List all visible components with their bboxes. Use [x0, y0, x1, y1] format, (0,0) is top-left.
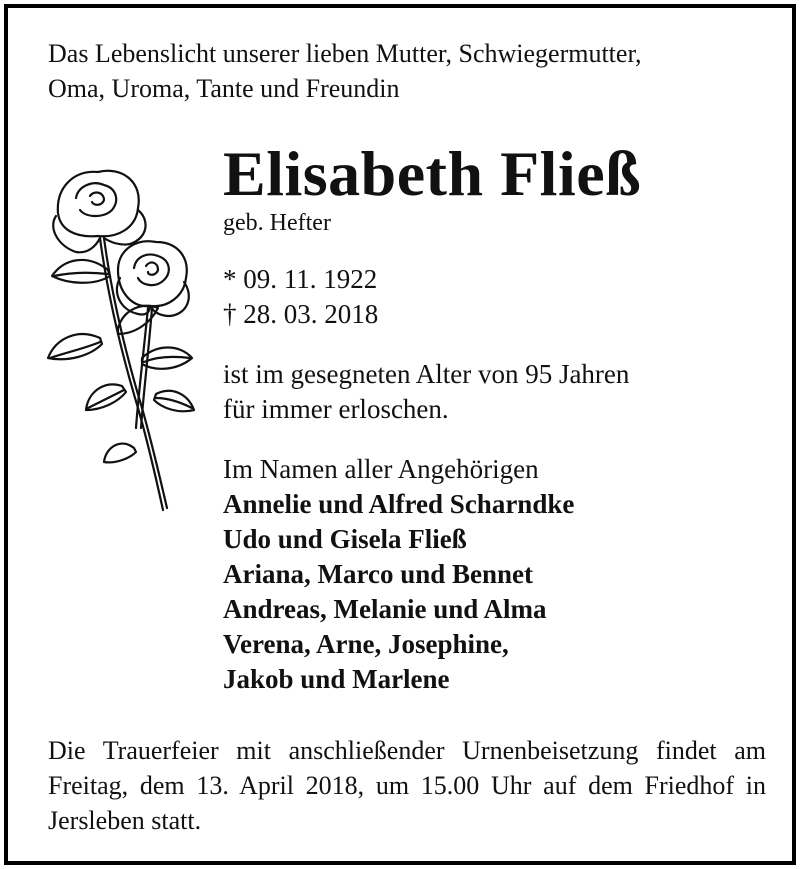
- family-member: Udo und Gisela Fließ: [223, 524, 467, 554]
- service-line: dem Friedhof in Jersleben statt.: [48, 771, 767, 835]
- rose-icon: [38, 158, 208, 518]
- family-member: Verena, Arne, Josephine,: [223, 629, 509, 659]
- family-member: Ariana, Marco und Bennet: [223, 559, 534, 589]
- life-dates: [223, 262, 768, 332]
- family-member: Jakob und Marlene: [223, 664, 450, 694]
- deceased-name: Elisabeth Fließ: [223, 138, 642, 209]
- intro-line: Das Lebenslicht unserer lieben Mutter, Schwiegermutter,: [48, 39, 642, 68]
- intro-line: Oma, Uroma, Tante und Freundin: [48, 74, 400, 103]
- age-line: für immer erloschen.: [223, 394, 449, 424]
- obituary-notice: [4, 4, 796, 865]
- service-info: [48, 733, 766, 838]
- age-statement: [223, 357, 768, 427]
- service-line: findet am Freitag, dem 13. April 2018, um 15.00 Uhr auf: [48, 736, 767, 800]
- family-intro: Im Namen aller Angehörigen: [223, 454, 539, 484]
- age-line: ist im gesegneten Alter von 95 Jahren: [223, 359, 630, 389]
- maiden-name: geb. Hefter: [223, 210, 331, 236]
- family-member: Andreas, Melanie und Alma: [223, 594, 547, 624]
- death-date: † 28. 03. 2018: [223, 299, 379, 329]
- family-list: [223, 452, 768, 697]
- birth-date: * 09. 11. 1922: [223, 264, 378, 294]
- family-member: Annelie und Alfred Scharndke: [223, 489, 575, 519]
- main-content: [223, 136, 768, 697]
- intro-text: [48, 36, 768, 106]
- service-line: Die Trauerfeier mit anschließender Urnenbeisetzung: [48, 736, 639, 765]
